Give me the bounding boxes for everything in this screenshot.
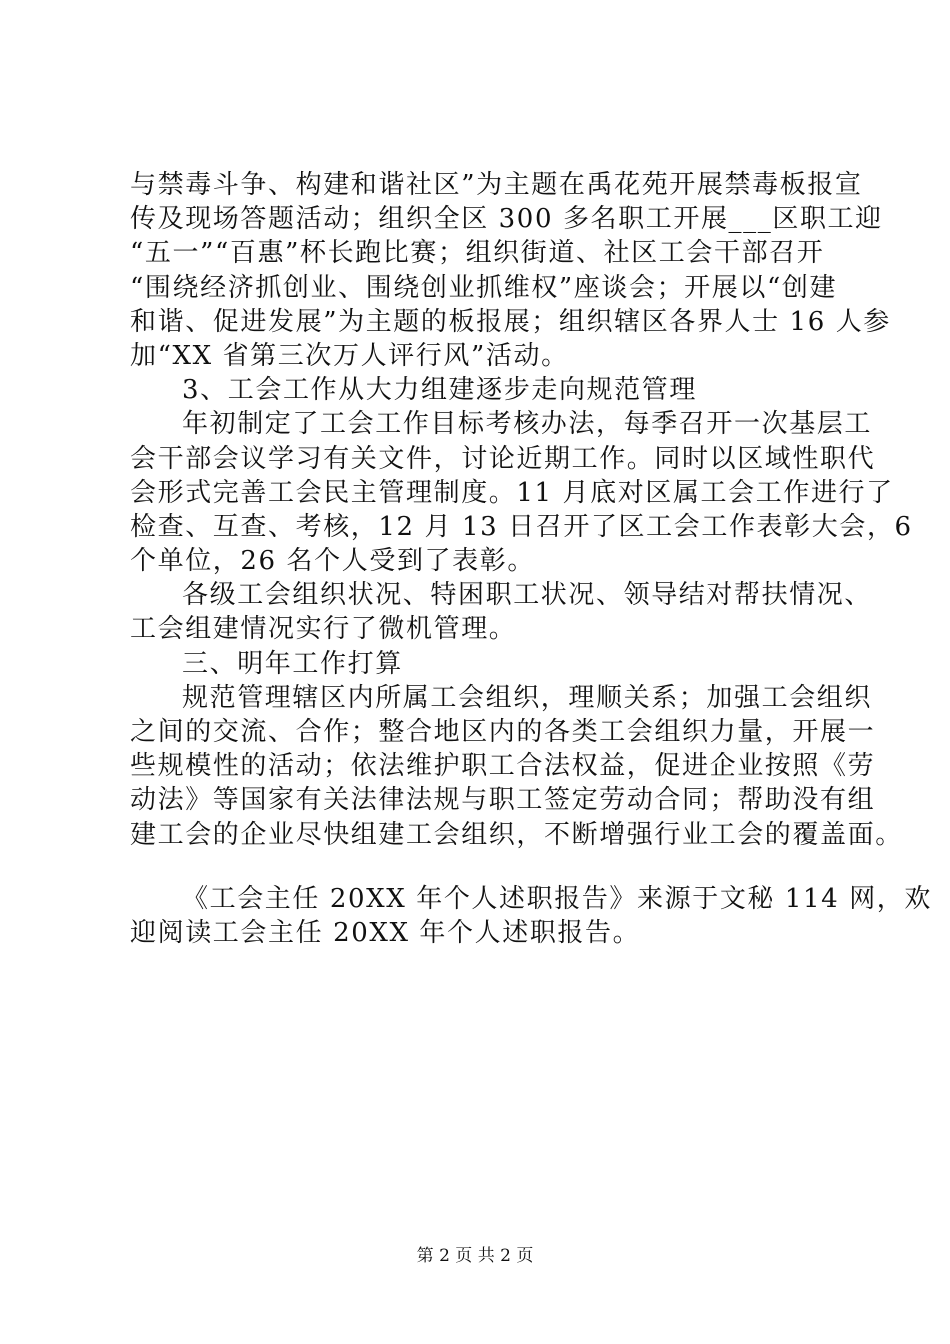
body-line: 之间的交流、合作；整合地区内的各类工会组织力量，开展一 bbox=[130, 717, 876, 747]
body-line: 动法》等国家有关法律法规与职工签定劳动合同；帮助没有组 bbox=[130, 785, 876, 816]
body-line: “围绕经济抓创业、围绕创业抓维权”座谈会；开展以“创建 bbox=[130, 272, 838, 303]
page-number-footer: 第 2 页 共 2 页 bbox=[416, 1246, 534, 1266]
body-line: 规范管理辖区内所属工会组织，理顺关系；加强工会组织 bbox=[182, 682, 873, 713]
body-line: “五一”“百惠”杯长跑比赛；组织街道、社区工会干部召开 bbox=[130, 238, 825, 269]
body-line: 工会组建情况实行了微机管理。 bbox=[130, 614, 517, 645]
body-line: 会干部会议学习有关文件，讨论近期工作。同时以区域性职代 bbox=[130, 443, 876, 474]
body-line: 个单位，26 名个人受到了表彰。 bbox=[130, 546, 535, 577]
paragraph-gap bbox=[130, 852, 830, 882]
source-note-line: 《工会主任 20XX 年个人述职报告》来源于文秘 114 网，欢 bbox=[182, 883, 932, 914]
section-heading: 三、明年工作打算 bbox=[182, 648, 403, 679]
body-line: 加“XX 省第三次万人评行风”活动。 bbox=[130, 340, 569, 371]
body-line: 检查、互查、考核，12 月 13 日召开了区工会工作表彰大会，6 bbox=[130, 511, 913, 542]
body-line: 与禁毒斗争、构建和谐社区”为主题在禹花苑开展禁毒板报宣 bbox=[130, 170, 863, 200]
source-note-line: 迎阅读工会主任 20XX 年个人述职报告。 bbox=[130, 917, 641, 948]
section-heading: 3、工会工作从大力组建逐步走向规范管理 bbox=[182, 375, 697, 406]
body-line: 会形式完善工会民主管理制度。11 月底对区属工会工作进行了 bbox=[130, 477, 894, 508]
body-line: 些规模性的活动；依法维护职工合法权益，促进企业按照《劳 bbox=[130, 751, 876, 782]
body-line: 建工会的企业尽快组建工会组织，不断增强行业工会的覆盖面。 bbox=[130, 819, 903, 850]
body-line: 和谐、促进发展”为主题的板报展；组织辖区各界人士 16 人参 bbox=[130, 306, 891, 337]
body-line: 年初制定了工会工作目标考核办法，每季召开一次基层工 bbox=[182, 409, 873, 440]
body-line: 各级工会组织状况、特困职工状况、领导结对帮扶情况、 bbox=[182, 580, 873, 611]
document-body bbox=[130, 168, 932, 950]
body-line: 传及现场答题活动；组织全区 300 多名职工开展___区职工迎 bbox=[130, 204, 883, 235]
